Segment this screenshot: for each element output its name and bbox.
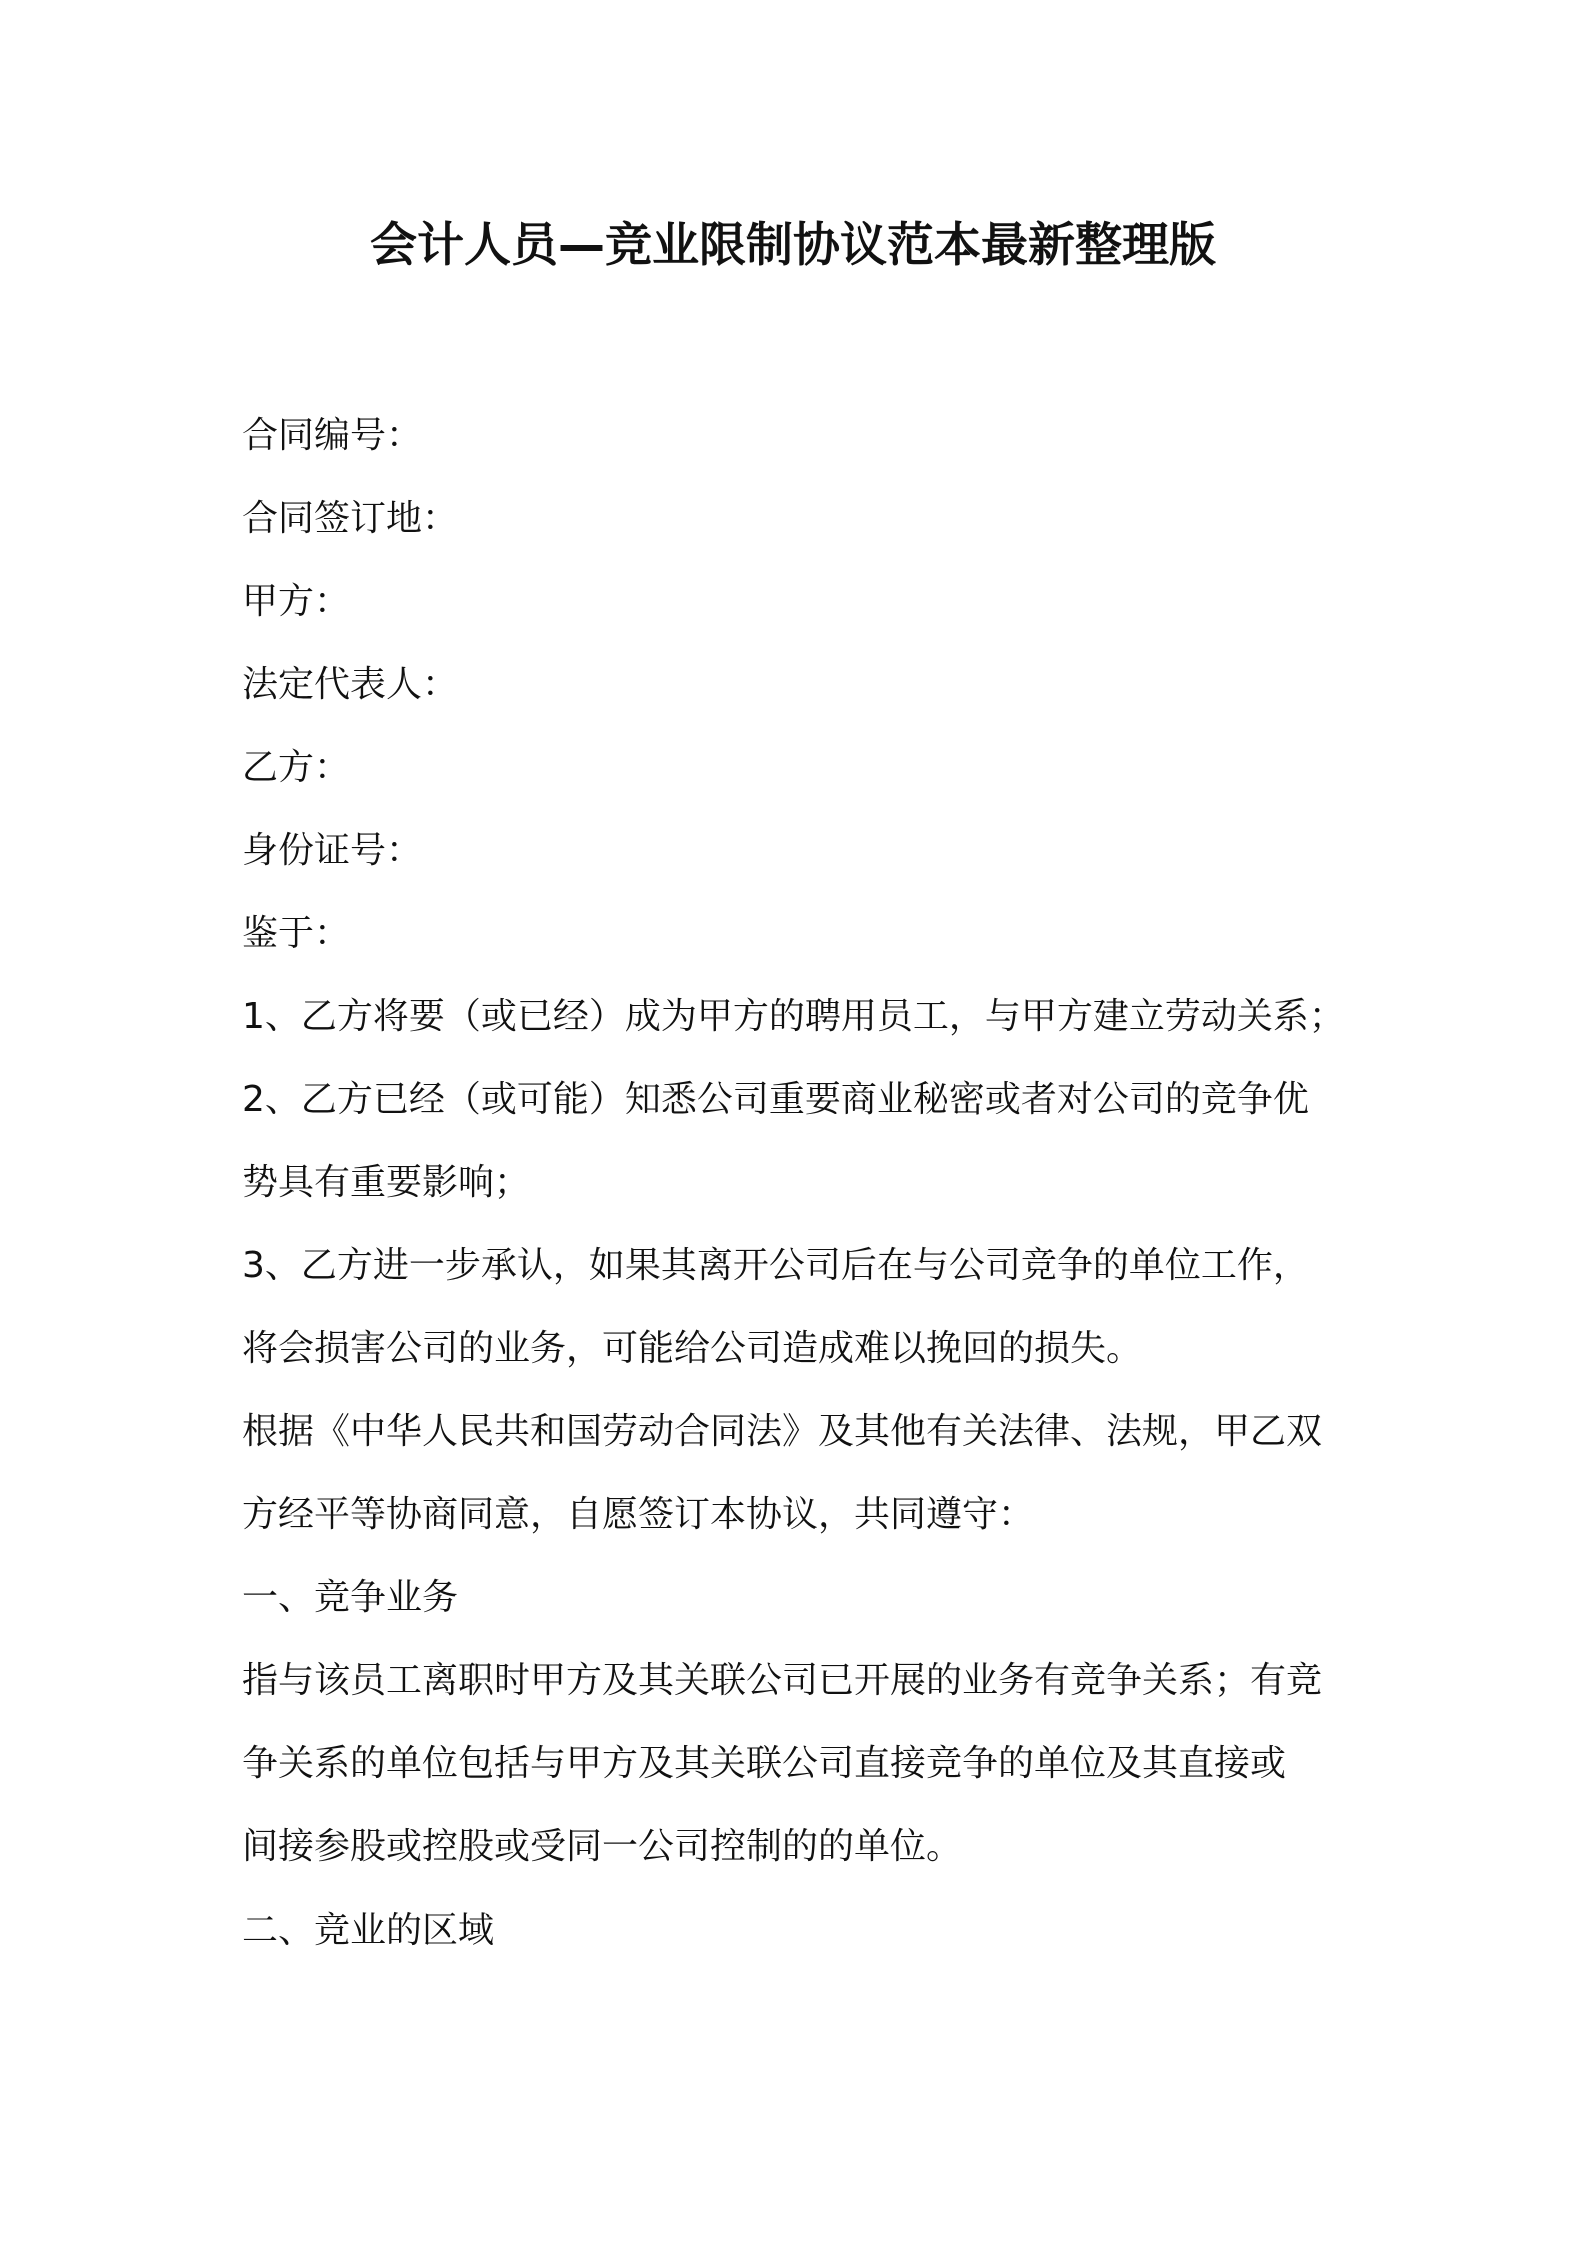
document-title: 会计人员—竞业限制协议范本最新整理版 [370,218,1216,273]
basis-line-2: 方经平等协商同意，自愿签订本协议，共同遵守： [242,1494,1035,1535]
section-1-text-line-3: 间接参股或控股或受同一公司控制的的单位。 [242,1826,963,1867]
recital-2-line-2: 势具有重要影响； [242,1162,531,1203]
section-2-heading: 二、竞业的区域 [242,1910,495,1951]
legal-representative-label: 法定代表人： [242,664,459,705]
recital-2-line-1: 2、乙方已经（或可能）知悉公司重要商业秘密或者对公司的竞争优 [242,1079,1309,1120]
basis-line-1: 根据《中华人民共和国劳动合同法》及其他有关法律、法规，甲乙双 [242,1411,1323,1452]
whereas-label: 鉴于： [242,913,351,954]
section-1-text-line-1: 指与该员工离职时甲方及其关联公司已开展的业务有竞争关系；有竞 [242,1660,1323,1701]
contract-number-label: 合同编号： [242,415,423,456]
party-b-label: 乙方： [242,747,351,788]
party-a-label: 甲方： [242,581,351,622]
recital-3-line-1: 3、乙方进一步承认，如果其离开公司后在与公司竞争的单位工作， [242,1245,1309,1286]
recital-1: 1、乙方将要（或已经）成为甲方的聘用员工，与甲方建立劳动关系； [242,996,1345,1037]
id-number-label: 身份证号： [242,830,423,871]
section-1-text-line-2: 争关系的单位包括与甲方及其关联公司直接竞争的单位及其直接或 [242,1743,1287,1784]
signing-place-label: 合同签订地： [242,498,459,539]
recital-3-line-2: 将会损害公司的业务，可能给公司造成难以挽回的损失。 [242,1328,1143,1369]
section-1-heading: 一、竞争业务 [242,1577,459,1618]
